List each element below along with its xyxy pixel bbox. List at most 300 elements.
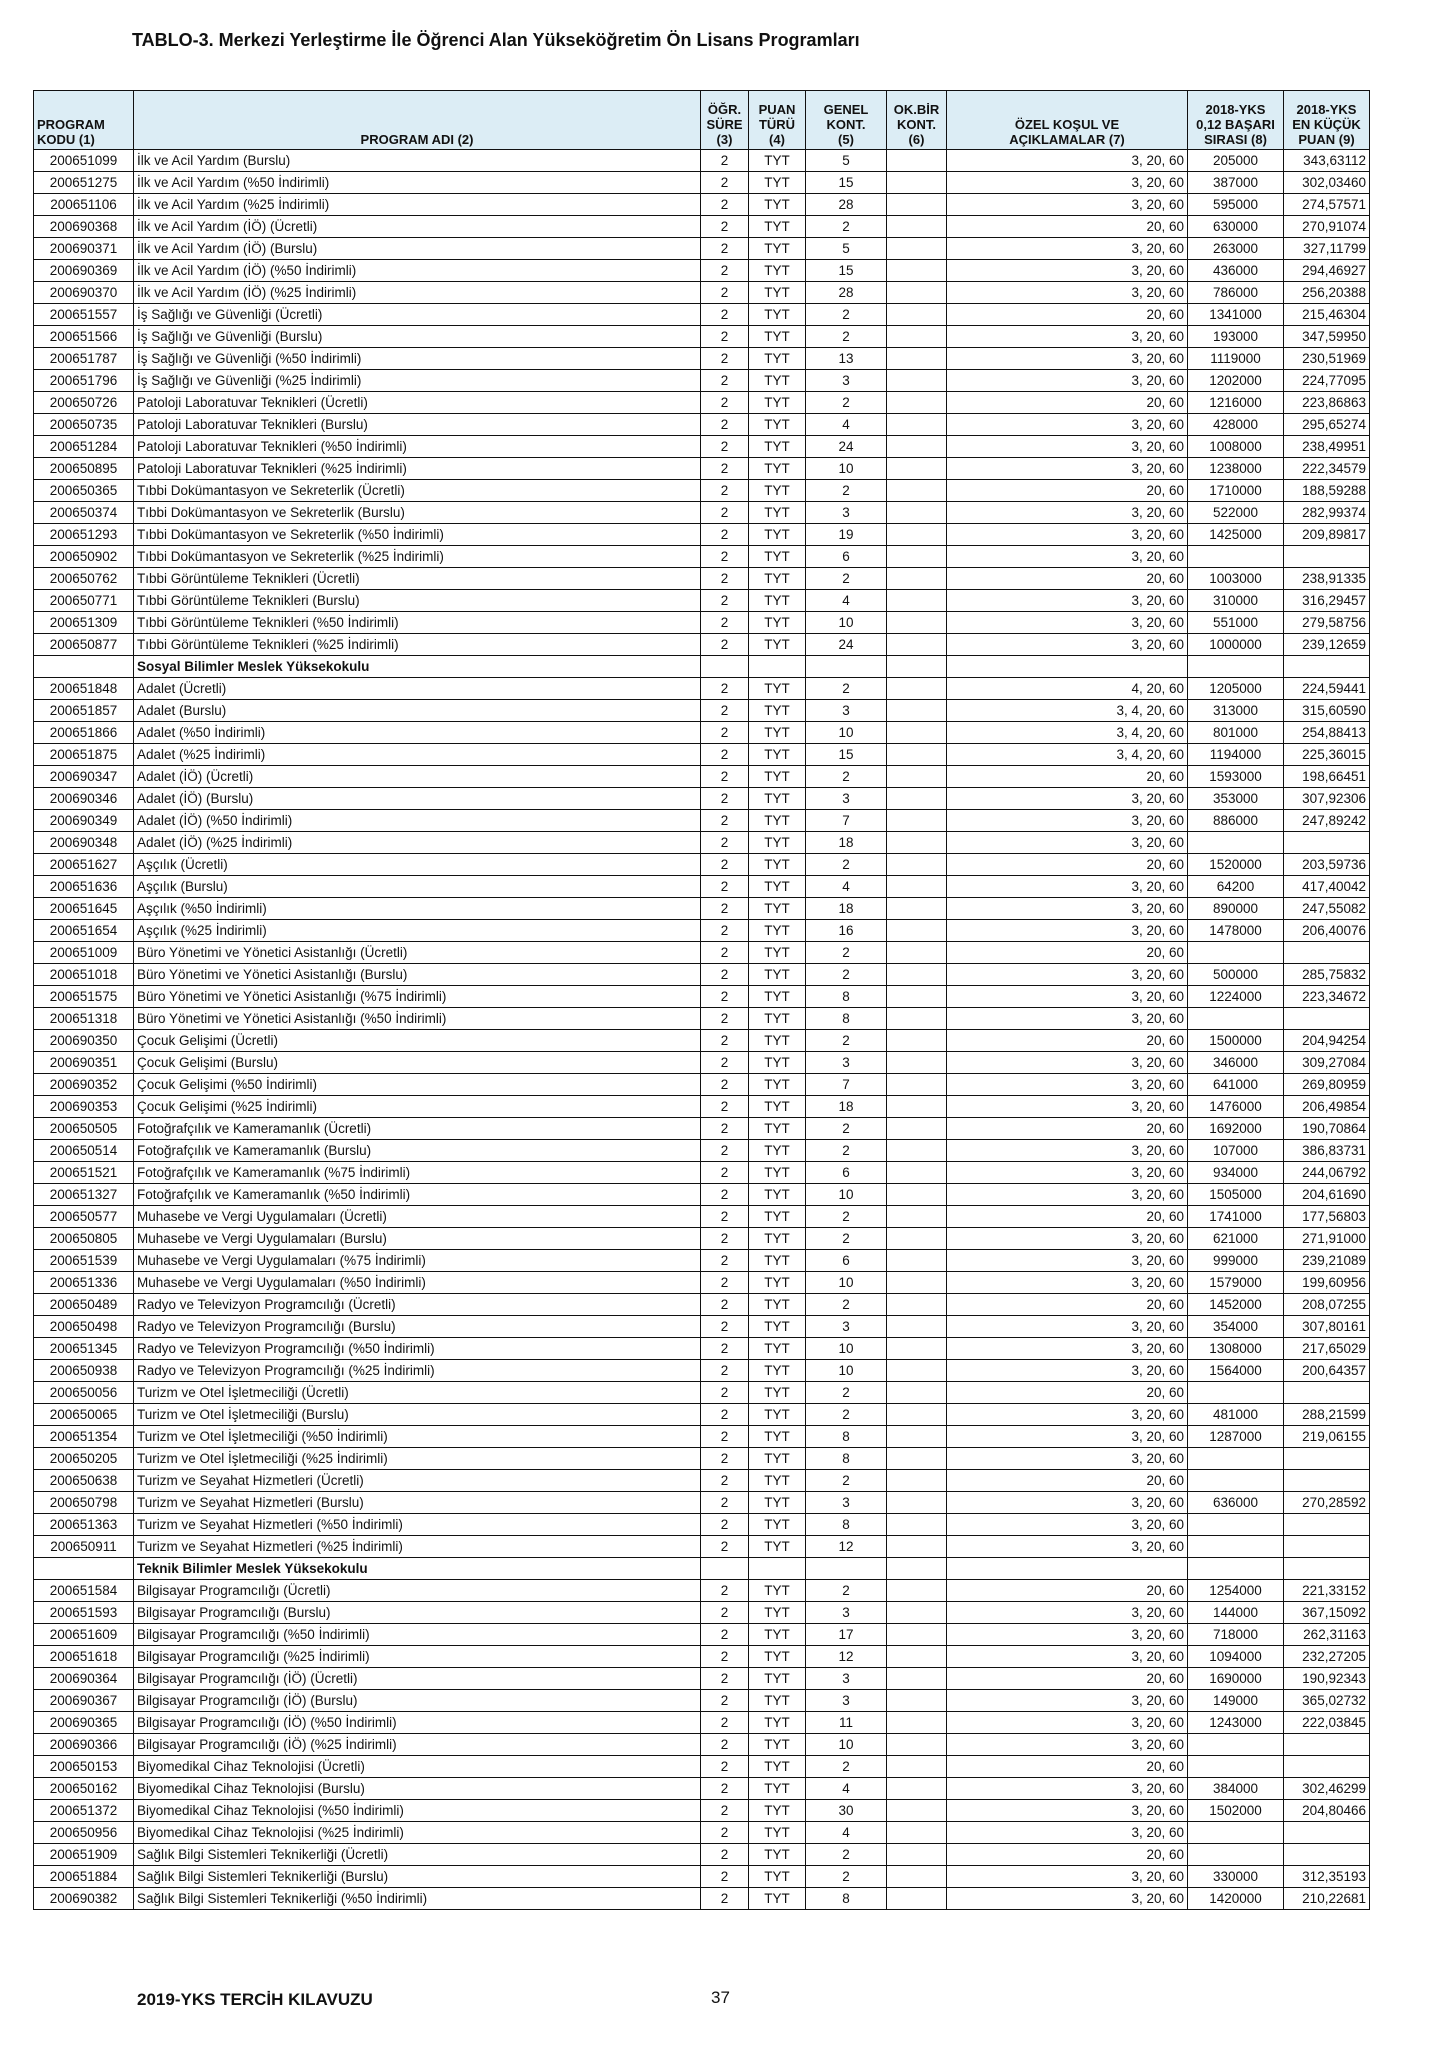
score-type-cell: TYT [749, 590, 806, 612]
duration-cell: 2 [701, 1140, 749, 1162]
program-code-cell: 200650205 [34, 1448, 134, 1470]
general-quota-cell: 8 [806, 1888, 887, 1910]
conditions-cell: 20, 60 [947, 1118, 1188, 1140]
program-code-cell: 200650726 [34, 392, 134, 414]
success-rank-cell: 886000 [1188, 810, 1284, 832]
table-row [34, 1096, 1370, 1118]
general-quota-cell: 4 [806, 876, 887, 898]
extra-quota-cell [887, 1888, 947, 1910]
general-quota-cell: 28 [806, 282, 887, 304]
score-type-cell: TYT [749, 1118, 806, 1140]
score-type-cell: TYT [749, 744, 806, 766]
program-name-cell: Radyo ve Televizyon Programcılığı (Burslu) [134, 1316, 701, 1338]
duration-cell: 2 [701, 524, 749, 546]
success-rank-cell [1188, 942, 1284, 964]
program-code-cell: 200690351 [34, 1052, 134, 1074]
program-name-cell: Aşçılık (Ücretli) [134, 854, 701, 876]
min-score-cell: 309,27084 [1284, 1052, 1370, 1074]
program-code-cell: 200651372 [34, 1800, 134, 1822]
program-code-cell: 200651848 [34, 678, 134, 700]
extra-quota-cell [887, 612, 947, 634]
extra-quota-cell [887, 920, 947, 942]
empty-cell [34, 1558, 134, 1580]
header-success-rank-line: 2018-YKS [1205, 102, 1266, 117]
program-name-cell: Büro Yönetimi ve Yönetici Asistanlığı (Burslu) [134, 964, 701, 986]
table-row [34, 1778, 1370, 1800]
conditions-cell: 3, 20, 60 [947, 260, 1188, 282]
general-quota-cell: 4 [806, 590, 887, 612]
success-rank-cell: 1287000 [1188, 1426, 1284, 1448]
success-rank-cell: 149000 [1188, 1690, 1284, 1712]
extra-quota-cell [887, 1734, 947, 1756]
extra-quota-cell [887, 1426, 947, 1448]
general-quota-cell: 13 [806, 348, 887, 370]
table-row [34, 854, 1370, 876]
program-code-cell: 200651557 [34, 304, 134, 326]
table-row [34, 1272, 1370, 1294]
success-rank-cell: 621000 [1188, 1228, 1284, 1250]
general-quota-cell: 4 [806, 1822, 887, 1844]
min-score-cell: 239,21089 [1284, 1250, 1370, 1272]
empty-cell [34, 656, 134, 678]
duration-cell: 2 [701, 1360, 749, 1382]
conditions-cell: 3, 20, 60 [947, 788, 1188, 810]
success-rank-cell: 1238000 [1188, 458, 1284, 480]
table-row [34, 304, 1370, 326]
extra-quota-cell [887, 1844, 947, 1866]
header-extra-quota-line: KONT. [897, 117, 936, 132]
program-name-cell: İlk ve Acil Yardım (İÖ) (Burslu) [134, 238, 701, 260]
min-score-cell: 198,66451 [1284, 766, 1370, 788]
program-name-cell: Bilgisayar Programcılığı (İÖ) (Ücretli) [134, 1668, 701, 1690]
general-quota-cell: 2 [806, 1382, 887, 1404]
min-score-cell: 199,60956 [1284, 1272, 1370, 1294]
table-row [34, 964, 1370, 986]
success-rank-cell: 144000 [1188, 1602, 1284, 1624]
empty-cell [887, 656, 947, 678]
score-type-cell: TYT [749, 524, 806, 546]
general-quota-cell: 2 [806, 964, 887, 986]
header-program-code-line: PROGRAM [37, 117, 105, 132]
duration-cell: 2 [701, 304, 749, 326]
program-name-cell: Patoloji Laboratuvar Teknikleri (%25 İndirimli) [134, 458, 701, 480]
header-program-name [134, 91, 701, 150]
duration-cell: 2 [701, 1338, 749, 1360]
program-name-cell: Turizm ve Seyahat Hizmetleri (%25 İndirimli) [134, 1536, 701, 1558]
program-code-cell: 200651009 [34, 942, 134, 964]
general-quota-cell: 18 [806, 832, 887, 854]
program-name-cell: Bilgisayar Programcılığı (İÖ) (Burslu) [134, 1690, 701, 1712]
extra-quota-cell [887, 1184, 947, 1206]
conditions-cell: 3, 20, 60 [947, 546, 1188, 568]
program-code-cell: 200650514 [34, 1140, 134, 1162]
success-rank-cell: 1205000 [1188, 678, 1284, 700]
table-row [34, 1184, 1370, 1206]
header-score-type-line: PUAN [758, 102, 796, 117]
success-rank-cell: 1710000 [1188, 480, 1284, 502]
program-code-cell: 200690365 [34, 1712, 134, 1734]
general-quota-cell: 2 [806, 1140, 887, 1162]
program-code-cell: 200651875 [34, 744, 134, 766]
conditions-cell: 3, 20, 60 [947, 1184, 1188, 1206]
duration-cell: 2 [701, 458, 749, 480]
success-rank-cell: 1003000 [1188, 568, 1284, 590]
min-score-cell: 270,91074 [1284, 216, 1370, 238]
program-code-cell: 200651645 [34, 898, 134, 920]
score-type-cell: TYT [749, 1426, 806, 1448]
score-type-cell: TYT [749, 1030, 806, 1052]
table-header-row [34, 91, 1370, 150]
table-row [34, 1118, 1370, 1140]
program-code-cell: 200651575 [34, 986, 134, 1008]
success-rank-cell: 1564000 [1188, 1360, 1284, 1382]
extra-quota-cell [887, 1140, 947, 1162]
duration-cell: 2 [701, 1800, 749, 1822]
general-quota-cell: 2 [806, 392, 887, 414]
min-score-cell: 230,51969 [1284, 348, 1370, 370]
score-type-cell: TYT [749, 1228, 806, 1250]
program-name-cell: Tıbbi Dokümantasyon ve Sekreterlik (Burslu) [134, 502, 701, 524]
program-code-cell: 200651909 [34, 1844, 134, 1866]
table-row [34, 370, 1370, 392]
score-type-cell: TYT [749, 1448, 806, 1470]
conditions-cell: 3, 20, 60 [947, 1602, 1188, 1624]
table-row [34, 700, 1370, 722]
success-rank-cell: 354000 [1188, 1316, 1284, 1338]
table-row [34, 766, 1370, 788]
min-score-cell: 327,11799 [1284, 238, 1370, 260]
min-score-cell: 365,02732 [1284, 1690, 1370, 1712]
conditions-cell: 3, 20, 60 [947, 1250, 1188, 1272]
extra-quota-cell [887, 810, 947, 832]
duration-cell: 2 [701, 590, 749, 612]
program-code-cell: 200690348 [34, 832, 134, 854]
duration-cell: 2 [701, 1008, 749, 1030]
program-name-cell: İş Sağlığı ve Güvenliği (Ücretli) [134, 304, 701, 326]
program-code-cell: 200651627 [34, 854, 134, 876]
conditions-cell: 3, 20, 60 [947, 1008, 1188, 1030]
conditions-cell: 20, 60 [947, 216, 1188, 238]
program-name-cell: Patoloji Laboratuvar Teknikleri (Ücretli) [134, 392, 701, 414]
table-row [34, 1734, 1370, 1756]
table-row [34, 1228, 1370, 1250]
program-name-cell: Turizm ve Seyahat Hizmetleri (%50 İndirimli) [134, 1514, 701, 1536]
success-rank-cell: 641000 [1188, 1074, 1284, 1096]
conditions-cell: 3, 20, 60 [947, 458, 1188, 480]
min-score-cell: 288,21599 [1284, 1404, 1370, 1426]
duration-cell: 2 [701, 1096, 749, 1118]
table-row [34, 1470, 1370, 1492]
conditions-cell: 3, 20, 60 [947, 832, 1188, 854]
duration-cell: 2 [701, 238, 749, 260]
duration-cell: 2 [701, 1602, 749, 1624]
table-row [34, 194, 1370, 216]
general-quota-cell: 18 [806, 898, 887, 920]
min-score-cell: 188,59288 [1284, 480, 1370, 502]
program-code-cell: 200690346 [34, 788, 134, 810]
program-code-cell: 200690370 [34, 282, 134, 304]
success-rank-cell: 522000 [1188, 502, 1284, 524]
general-quota-cell: 5 [806, 238, 887, 260]
min-score-cell: 190,92343 [1284, 1668, 1370, 1690]
program-code-cell: 200650956 [34, 1822, 134, 1844]
extra-quota-cell [887, 524, 947, 546]
program-code-cell: 200650902 [34, 546, 134, 568]
extra-quota-cell [887, 1470, 947, 1492]
program-name-cell: Patoloji Laboratuvar Teknikleri (Burslu) [134, 414, 701, 436]
program-code-cell: 200690369 [34, 260, 134, 282]
header-program-code-line: KODU (1) [37, 132, 95, 147]
score-type-cell: TYT [749, 1470, 806, 1492]
extra-quota-cell [887, 370, 947, 392]
extra-quota-cell [887, 678, 947, 700]
program-name-cell: Fotoğrafçılık ve Kameramanlık (%75 İndirimli) [134, 1162, 701, 1184]
duration-cell: 2 [701, 1822, 749, 1844]
table-row [34, 568, 1370, 590]
extra-quota-cell [887, 744, 947, 766]
program-name-cell: Sağlık Bilgi Sistemleri Teknikerliği (Burslu) [134, 1866, 701, 1888]
duration-cell: 2 [701, 1162, 749, 1184]
section-row [34, 656, 1370, 678]
table-row [34, 1844, 1370, 1866]
general-quota-cell: 2 [806, 568, 887, 590]
program-name-cell: Fotoğrafçılık ve Kameramanlık (Ücretli) [134, 1118, 701, 1140]
success-rank-cell: 1243000 [1188, 1712, 1284, 1734]
program-code-cell: 200650498 [34, 1316, 134, 1338]
program-code-cell: 200650798 [34, 1492, 134, 1514]
extra-quota-cell [887, 1404, 947, 1426]
program-code-cell: 200651345 [34, 1338, 134, 1360]
success-rank-cell: 1425000 [1188, 524, 1284, 546]
conditions-cell: 3, 20, 60 [947, 370, 1188, 392]
extra-quota-cell [887, 722, 947, 744]
general-quota-cell: 15 [806, 744, 887, 766]
table-row [34, 678, 1370, 700]
min-score-cell: 177,56803 [1284, 1206, 1370, 1228]
conditions-cell: 3, 4, 20, 60 [947, 744, 1188, 766]
extra-quota-cell [887, 216, 947, 238]
duration-cell: 2 [701, 1250, 749, 1272]
min-score-cell: 204,94254 [1284, 1030, 1370, 1052]
score-type-cell: TYT [749, 1866, 806, 1888]
success-rank-cell: 890000 [1188, 898, 1284, 920]
min-score-cell: 312,35193 [1284, 1866, 1370, 1888]
general-quota-cell: 30 [806, 1800, 887, 1822]
conditions-cell: 20, 60 [947, 942, 1188, 964]
score-type-cell: TYT [749, 678, 806, 700]
program-name-cell: Turizm ve Otel İşletmeciliği (Burslu) [134, 1404, 701, 1426]
conditions-cell: 3, 4, 20, 60 [947, 722, 1188, 744]
program-name-cell: İlk ve Acil Yardım (Burslu) [134, 150, 701, 172]
extra-quota-cell [887, 194, 947, 216]
success-rank-cell: 1593000 [1188, 766, 1284, 788]
empty-cell [947, 656, 1188, 678]
table-row [34, 876, 1370, 898]
min-score-cell: 224,59441 [1284, 678, 1370, 700]
program-code-cell: 200690367 [34, 1690, 134, 1712]
min-score-cell: 206,49854 [1284, 1096, 1370, 1118]
conditions-cell: 20, 60 [947, 392, 1188, 414]
min-score-cell: 274,57571 [1284, 194, 1370, 216]
min-score-cell: 221,33152 [1284, 1580, 1370, 1602]
score-type-cell: TYT [749, 1580, 806, 1602]
conditions-cell: 3, 20, 60 [947, 1690, 1188, 1712]
program-name-cell: Adalet (İÖ) (Ücretli) [134, 766, 701, 788]
success-rank-cell: 353000 [1188, 788, 1284, 810]
success-rank-cell [1188, 1734, 1284, 1756]
min-score-cell [1284, 1470, 1370, 1492]
success-rank-cell: 1579000 [1188, 1272, 1284, 1294]
success-rank-cell: 636000 [1188, 1492, 1284, 1514]
min-score-cell: 238,49951 [1284, 436, 1370, 458]
program-name-cell: Bilgisayar Programcılığı (%25 İndirimli) [134, 1646, 701, 1668]
conditions-cell: 4, 20, 60 [947, 678, 1188, 700]
duration-cell: 2 [701, 194, 749, 216]
program-code-cell: 200650805 [34, 1228, 134, 1250]
extra-quota-cell [887, 1228, 947, 1250]
extra-quota-cell [887, 1580, 947, 1602]
general-quota-cell: 10 [806, 1338, 887, 1360]
min-score-cell: 269,80959 [1284, 1074, 1370, 1096]
score-type-cell: TYT [749, 876, 806, 898]
extra-quota-cell [887, 1492, 947, 1514]
general-quota-cell: 2 [806, 326, 887, 348]
duration-cell: 2 [701, 1690, 749, 1712]
score-type-cell: TYT [749, 1404, 806, 1426]
extra-quota-cell [887, 1822, 947, 1844]
program-name-cell: Tıbbi Görüntüleme Teknikleri (Ücretli) [134, 568, 701, 590]
score-type-cell: TYT [749, 1778, 806, 1800]
score-type-cell: TYT [749, 238, 806, 260]
duration-cell: 2 [701, 766, 749, 788]
extra-quota-cell [887, 392, 947, 414]
min-score-cell: 294,46927 [1284, 260, 1370, 282]
table-row [34, 1360, 1370, 1382]
success-rank-cell: 1741000 [1188, 1206, 1284, 1228]
success-rank-cell [1188, 1382, 1284, 1404]
program-code-cell: 200690368 [34, 216, 134, 238]
header-conditions-line: AÇIKLAMALAR (7) [1009, 132, 1125, 147]
program-code-cell: 200651593 [34, 1602, 134, 1624]
extra-quota-cell [887, 590, 947, 612]
program-code-cell: 200650762 [34, 568, 134, 590]
program-name-cell: Büro Yönetimi ve Yönetici Asistanlığı (%75 İndirimli) [134, 986, 701, 1008]
conditions-cell: 20, 60 [947, 854, 1188, 876]
conditions-cell: 3, 20, 60 [947, 590, 1188, 612]
conditions-cell: 20, 60 [947, 1756, 1188, 1778]
conditions-cell: 3, 20, 60 [947, 150, 1188, 172]
program-code-cell: 200650489 [34, 1294, 134, 1316]
conditions-cell: 3, 20, 60 [947, 1426, 1188, 1448]
success-rank-cell: 1000000 [1188, 634, 1284, 656]
conditions-cell: 3, 20, 60 [947, 1140, 1188, 1162]
program-code-cell: 200690364 [34, 1668, 134, 1690]
empty-cell [947, 1558, 1188, 1580]
general-quota-cell: 10 [806, 722, 887, 744]
success-rank-cell: 1692000 [1188, 1118, 1284, 1140]
min-score-cell [1284, 1822, 1370, 1844]
header-duration-line: SÜRE [706, 117, 743, 132]
conditions-cell: 3, 20, 60 [947, 920, 1188, 942]
extra-quota-cell [887, 1118, 947, 1140]
program-name-cell: Fotoğrafçılık ve Kameramanlık (%50 İndirimli) [134, 1184, 701, 1206]
general-quota-cell: 2 [806, 1866, 887, 1888]
success-rank-cell: 1254000 [1188, 1580, 1284, 1602]
table-row [34, 524, 1370, 546]
conditions-cell: 20, 60 [947, 1580, 1188, 1602]
program-code-cell: 200690347 [34, 766, 134, 788]
score-type-cell: TYT [749, 1690, 806, 1712]
table-row [34, 172, 1370, 194]
conditions-cell: 3, 20, 60 [947, 1074, 1188, 1096]
program-code-cell: 200651106 [34, 194, 134, 216]
program-code-cell: 200651866 [34, 722, 134, 744]
table-row [34, 436, 1370, 458]
program-code-cell: 200651539 [34, 1250, 134, 1272]
header-extra-quota-line: OK.BİR [893, 102, 940, 117]
min-score-cell: 200,64357 [1284, 1360, 1370, 1382]
general-quota-cell: 2 [806, 1844, 887, 1866]
extra-quota-cell [887, 1536, 947, 1558]
section-title: Sosyal Bilimler Meslek Yüksekokulu [134, 656, 701, 678]
duration-cell: 2 [701, 876, 749, 898]
score-type-cell: TYT [749, 326, 806, 348]
program-code-cell: 200690350 [34, 1030, 134, 1052]
program-name-cell: İş Sağlığı ve Güvenliği (Burslu) [134, 326, 701, 348]
table-row [34, 1316, 1370, 1338]
table-row [34, 1140, 1370, 1162]
general-quota-cell: 3 [806, 370, 887, 392]
success-rank-cell: 436000 [1188, 260, 1284, 282]
table-row [34, 1448, 1370, 1470]
score-type-cell: TYT [749, 216, 806, 238]
min-score-cell: 279,58756 [1284, 612, 1370, 634]
min-score-cell: 223,34672 [1284, 986, 1370, 1008]
empty-cell [1284, 656, 1370, 678]
duration-cell: 2 [701, 568, 749, 590]
program-code-cell: 200651275 [34, 172, 134, 194]
min-score-cell: 206,40076 [1284, 920, 1370, 942]
duration-cell: 2 [701, 700, 749, 722]
score-type-cell: TYT [749, 1734, 806, 1756]
duration-cell: 2 [701, 1734, 749, 1756]
table-title: TABLO-3. Merkezi Yerleştirme İle Öğrenci Alan Yükseköğretim Ön Lisans Programları [132, 30, 860, 50]
success-rank-cell: 205000 [1188, 150, 1284, 172]
table-row [34, 920, 1370, 942]
min-score-cell [1284, 1756, 1370, 1778]
conditions-cell: 3, 20, 60 [947, 1712, 1188, 1734]
table-row [34, 1008, 1370, 1030]
min-score-cell: 232,27205 [1284, 1646, 1370, 1668]
general-quota-cell: 15 [806, 172, 887, 194]
programs-table [33, 90, 1370, 1910]
extra-quota-cell [887, 1272, 947, 1294]
conditions-cell: 20, 60 [947, 1668, 1188, 1690]
min-score-cell: 210,22681 [1284, 1888, 1370, 1910]
duration-cell: 2 [701, 1844, 749, 1866]
program-code-cell: 200690353 [34, 1096, 134, 1118]
table-row [34, 216, 1370, 238]
program-name-cell: Adalet (%25 İndirimli) [134, 744, 701, 766]
program-code-cell: 200650374 [34, 502, 134, 524]
score-type-cell: TYT [749, 1492, 806, 1514]
score-type-cell: TYT [749, 1294, 806, 1316]
program-name-cell: Adalet (İÖ) (%50 İndirimli) [134, 810, 701, 832]
success-rank-cell: 1502000 [1188, 1800, 1284, 1822]
table-row [34, 986, 1370, 1008]
success-rank-cell [1188, 1756, 1284, 1778]
footer-title: 2019-YKS TERCİH KILAVUZU [137, 1990, 373, 2009]
